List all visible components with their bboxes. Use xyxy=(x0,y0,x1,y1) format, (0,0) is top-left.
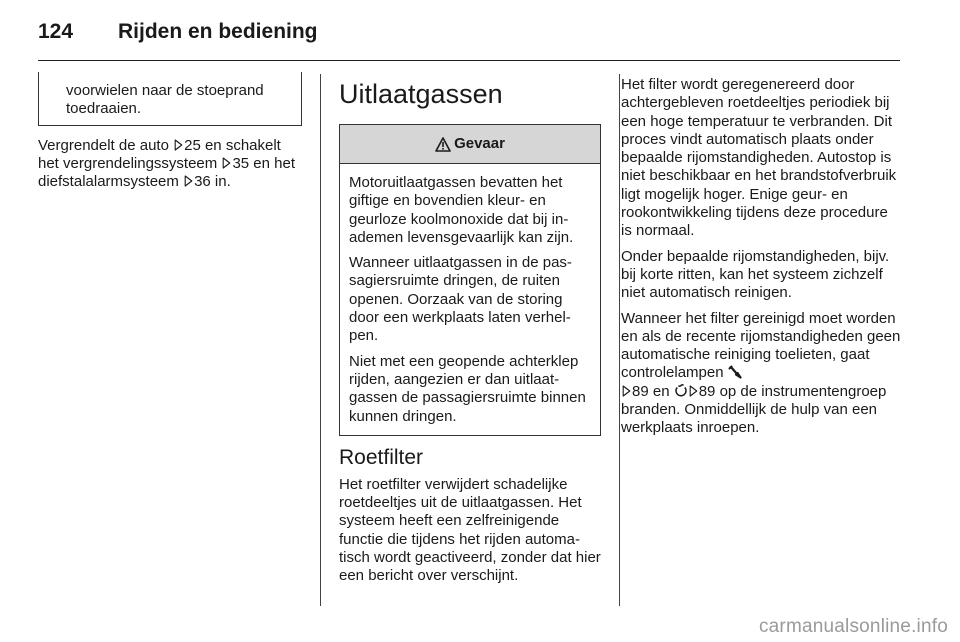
page-reference-link[interactable]: 35 xyxy=(232,154,250,172)
reference-arrow-icon xyxy=(174,139,183,151)
text-span: Vergrendelt de auto xyxy=(38,136,174,154)
reference-arrow-icon xyxy=(222,157,231,169)
warning-box xyxy=(339,124,601,436)
section-heading: Uitlaatgassen xyxy=(339,79,503,109)
text-span: en schakelt het vergrendelingssysteem xyxy=(38,136,281,172)
reference-arrow-icon xyxy=(184,175,193,187)
column-divider xyxy=(619,74,620,606)
text-span: in. xyxy=(210,173,231,191)
text-span: en het diefstalalarmsysteem xyxy=(38,154,295,191)
warning-body xyxy=(340,164,600,435)
body-paragraph: Het roetfilter verwijdert schadelijke roetdeeltjes uit de uitlaatgassen. Het systeem heeft een zelfreinigende functie die tijdens het rijden automatisch wordt geactiveerd, zonder dat hier een bericht over verschijnt. xyxy=(339,475,601,585)
reference-arrow-icon xyxy=(689,385,698,397)
page-header xyxy=(38,18,900,61)
subsection-heading: Roetfilter xyxy=(339,445,424,469)
wrench-icon xyxy=(728,365,742,379)
warning-title: Gevaar xyxy=(454,134,505,152)
body-paragraph: Onder bepaalde rijomstandigheden, bijv. bij korte ritten, kan het systeem zichzelf niet automatisch reinigen. xyxy=(621,247,890,302)
continuation-text: voorwielen naar de stoeprand toedraaien. xyxy=(66,82,264,118)
text-span: op de instrumentengroep branden. Onmiddellijk de hulp van een werkplaats inroepen. xyxy=(621,382,887,437)
continuation-box xyxy=(38,72,302,126)
column-middle xyxy=(339,72,601,593)
warning-triangle-icon xyxy=(435,137,451,152)
page-number: 124 xyxy=(38,20,74,43)
page-reference-link[interactable]: 89 xyxy=(632,382,649,400)
warning-paragraph: Motoruitlaatgassen bevatten het giftige en bovendien kleur- en geurloze koolmonoxide dat bij inademen levensgevaarlijk kan zijn. xyxy=(349,174,574,246)
body-paragraph xyxy=(621,310,901,438)
page-title: Rijden en bediening xyxy=(118,20,318,43)
page-reference-link[interactable]: 89 xyxy=(698,382,716,400)
column-divider xyxy=(320,74,321,606)
reference-arrow-icon xyxy=(622,385,631,397)
warning-paragraph: Wanneer uitlaatgassen in de passagiersruimte dringen, de ruiten openen. Oorzaak van de storing door een werkplaats laten verhelpen. xyxy=(349,254,572,345)
lock-paragraph xyxy=(38,137,302,192)
column-right xyxy=(621,76,901,445)
glow-plug-icon xyxy=(674,384,688,398)
warning-header xyxy=(340,125,600,164)
warning-paragraph: Niet met een geopende achterklep rijden, aangezien er dan uitlaatgassen de passagiersruimte binnen kunnen dringen. xyxy=(349,352,586,425)
text-span: en xyxy=(648,382,674,400)
page-reference-link[interactable]: 25 xyxy=(184,136,201,154)
text-span: Wanneer het filter gereinigd moet worden en als de recente rijomstandigheden geen automatische reiniging toelieten, gaat controlelampen xyxy=(621,309,901,382)
watermark: carmanualsonline.info xyxy=(758,616,948,637)
page-reference-link[interactable]: 36 xyxy=(194,173,211,191)
column-left xyxy=(38,72,302,198)
body-paragraph: Het filter wordt geregenereerd door achtergebleven roetdeeltjes periodiek bij een hoge temperatuur te verbranden. Dit proces vindt automatisch plaats onder bepaalde rijomstandigheden. Autostop is niet beschikbaar en het brandstofverbruik ligt mogelijk hoger. Enige geur- en rookontwikkeling tijdens deze procedure is normaal. xyxy=(621,76,897,240)
